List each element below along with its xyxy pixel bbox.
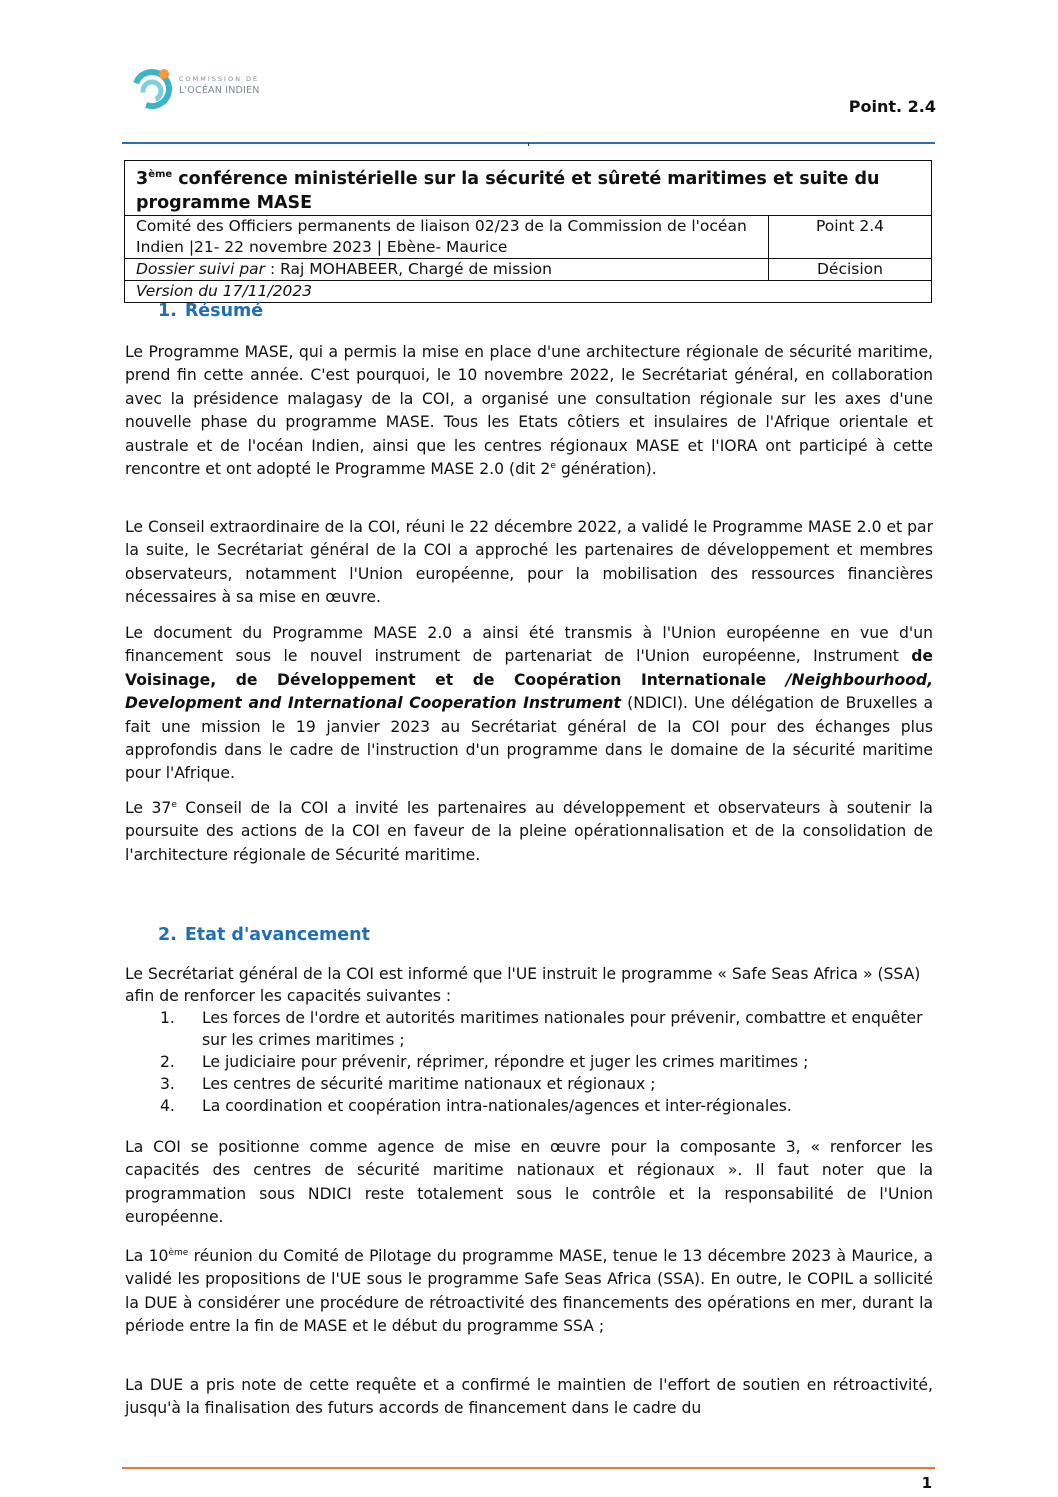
- dossier-owner: [125, 258, 769, 280]
- text: génération).: [555, 460, 657, 479]
- list-text: Les centres de sécurité maritime nationaux et régionaux ;: [202, 1075, 656, 1093]
- section-number: 2.: [158, 925, 177, 945]
- coi-logo-icon: [131, 64, 177, 110]
- paragraph-resume-1: [125, 341, 933, 481]
- section-heading-resume: [158, 301, 263, 321]
- title-ordinal: 3: [136, 168, 149, 189]
- superscript: e: [550, 460, 556, 471]
- list-text: Le judiciaire pour prévenir, réprimer, répondre et juger les crimes maritimes ;: [202, 1053, 809, 1071]
- version-row: [125, 280, 932, 302]
- decision-label: Décision: [769, 258, 932, 280]
- list-text: Les forces de l'ordre et autorités maritimes nationales pour prévenir, combattre et enquêter sur les crimes maritimes ;: [202, 1009, 923, 1049]
- list-number: 1.: [160, 1009, 175, 1027]
- dossier-label: Dossier suivi par: [136, 259, 266, 278]
- section-title: Résumé: [184, 301, 264, 321]
- paragraph-resume-4: [125, 797, 933, 867]
- page-number: 1: [921, 1474, 932, 1492]
- ndici-french-name: de Voisinage, de Développement et de Coopération Internationale: [125, 647, 933, 689]
- list-number: 4.: [160, 1097, 175, 1115]
- list-number: 2.: [160, 1053, 175, 1071]
- footer-divider: [122, 1467, 935, 1469]
- ndici-english-name: /Neighbourhood, Development and International Cooperation Instrument: [125, 670, 934, 713]
- header-point-label: Point. 2.4: [848, 97, 936, 116]
- text: Le 37: [125, 799, 172, 817]
- paragraph-resume-2: Le Conseil extraordinaire de la COI, réuni le 22 décembre 2022, a validé le Programme MASE 2.0 et par la suite, le Secrétariat général de la COI a approché les partenaires de développement et membres observateurs, notamment l'Union européenne, pour la mobilisation des ressources financières nécessaires à sa mise en œuvre.: [125, 518, 933, 607]
- paragraph-ssa-intro: Le Secrétariat général de la COI est informé que l'UE instruit le programme « Safe Seas Africa » (SSA) afin de renforcer les capacités suivantes :: [125, 965, 921, 1005]
- section-number: 1.: [158, 301, 177, 321]
- logo-line-1: COMMISSION DE: [179, 75, 260, 83]
- title-ordinal-sup: ème: [148, 169, 173, 180]
- ssa-capacities-list: [125, 1007, 933, 1117]
- point-reference: Point 2.4: [769, 215, 932, 258]
- logo-text: [179, 74, 260, 96]
- logo-line-2: L'OCÉAN INDIEN: [179, 85, 260, 96]
- version-date: Version du 17/11/2023: [125, 280, 932, 302]
- document-info-table: [124, 160, 932, 303]
- title-text: conférence ministérielle sur la sécurité et sûreté maritimes et suite du programme MASE: [136, 168, 880, 213]
- list-item: [125, 1051, 933, 1073]
- list-number: 3.: [160, 1075, 175, 1093]
- paragraph-copil: [125, 1245, 933, 1339]
- title-row: [125, 161, 932, 216]
- list-item: [125, 1007, 933, 1051]
- paragraph-coi-role: La COI se positionne comme agence de mise en œuvre pour la composante 3, « renforcer les capacités des centres de sécurité maritime nationaux et régionaux ». Il faut noter que la programmation sous NDICI reste totalement sous le contrôle et la responsabilité de l'Union européenne.: [125, 1138, 933, 1227]
- text: Le Programme MASE, qui a permis la mise en place d'une architecture régionale de sécurité maritime, prend fin cette année. C'est pourquoi, le 10 novembre 2022, le Secrétariat général, en collaboration avec la présidence malagasy de la COI, a organisé une consultation régionale sur les axes d'une nouvelle phase du programme MASE. Tous les Etats côtiers et insulaires de l'Afrique orientale et australe et de l'océan Indien, ainsi que les centres régionaux MASE et l'IORA ont participé à cette rencontre et ont adopté le Programme MASE 2.0 (dit 2: [125, 343, 933, 479]
- list-text: La coordination et coopération intra-nationales/agences et inter-régionales.: [202, 1097, 792, 1115]
- dossier-value: : Raj MOHABEER, Chargé de mission: [265, 259, 552, 278]
- superscript: e: [171, 799, 177, 810]
- paragraph-resume-3: [125, 622, 933, 786]
- superscript: ème: [168, 1247, 189, 1258]
- list-item: [125, 1095, 933, 1117]
- meeting-row: [125, 215, 932, 258]
- text: (NDICI). Une délégation de Bruxelles a fait une mission le 19 janvier 2023 au Secrétariat général de la COI pour des échanges plus approfondis dans le cadre de l'instruction d'un programme dans le domaine de la sécurité maritime pour l'Afrique.: [125, 694, 933, 783]
- dossier-row: [125, 258, 932, 280]
- paragraph-due: La DUE a pris note de cette requête et a confirmé le maintien de l'effort de soutien en rétroactivité, jusqu'à la finalisation des futurs accords de financement dans le cadre du: [125, 1376, 933, 1418]
- text: Conseil de la COI a invité les partenaires au développement et observateurs à soutenir la poursuite des actions de la COI en faveur de la pleine opérationnalisation et de la consolidation de l'architecture régionale de Sécurité maritime.: [125, 799, 933, 864]
- list-item: [125, 1073, 933, 1095]
- text: réunion du Comité de Pilotage du programme MASE, tenue le 13 décembre 2023 à Maurice, a validé les propositions de l'UE sous le programme Safe Seas Africa (SSA). En outre, le COPIL a sollicité la DUE à considérer une procédure de rétroactivité des financements des opérations en mer, durant la période entre la fin de MASE et le début du programme SSA ;: [125, 1247, 934, 1336]
- header-tick-mark: [528, 143, 529, 146]
- meeting-info: Comité des Officiers permanents de liaison 02/23 de la Commission de l'océan Indien |21- 22 novembre 2023 | Ebène- Maurice: [125, 215, 769, 258]
- section-heading-etat-avancement: [158, 925, 370, 945]
- text: Le document du Programme MASE 2.0 a ainsi été transmis à l'Union européenne en vue d'un financement sous le nouvel instrument de partenariat de l'Union européenne, Instrument: [125, 624, 933, 666]
- coi-logo: [131, 64, 291, 114]
- document-title: [125, 161, 932, 216]
- text: La 10: [125, 1247, 169, 1265]
- section-title: Etat d'avancement: [184, 925, 370, 945]
